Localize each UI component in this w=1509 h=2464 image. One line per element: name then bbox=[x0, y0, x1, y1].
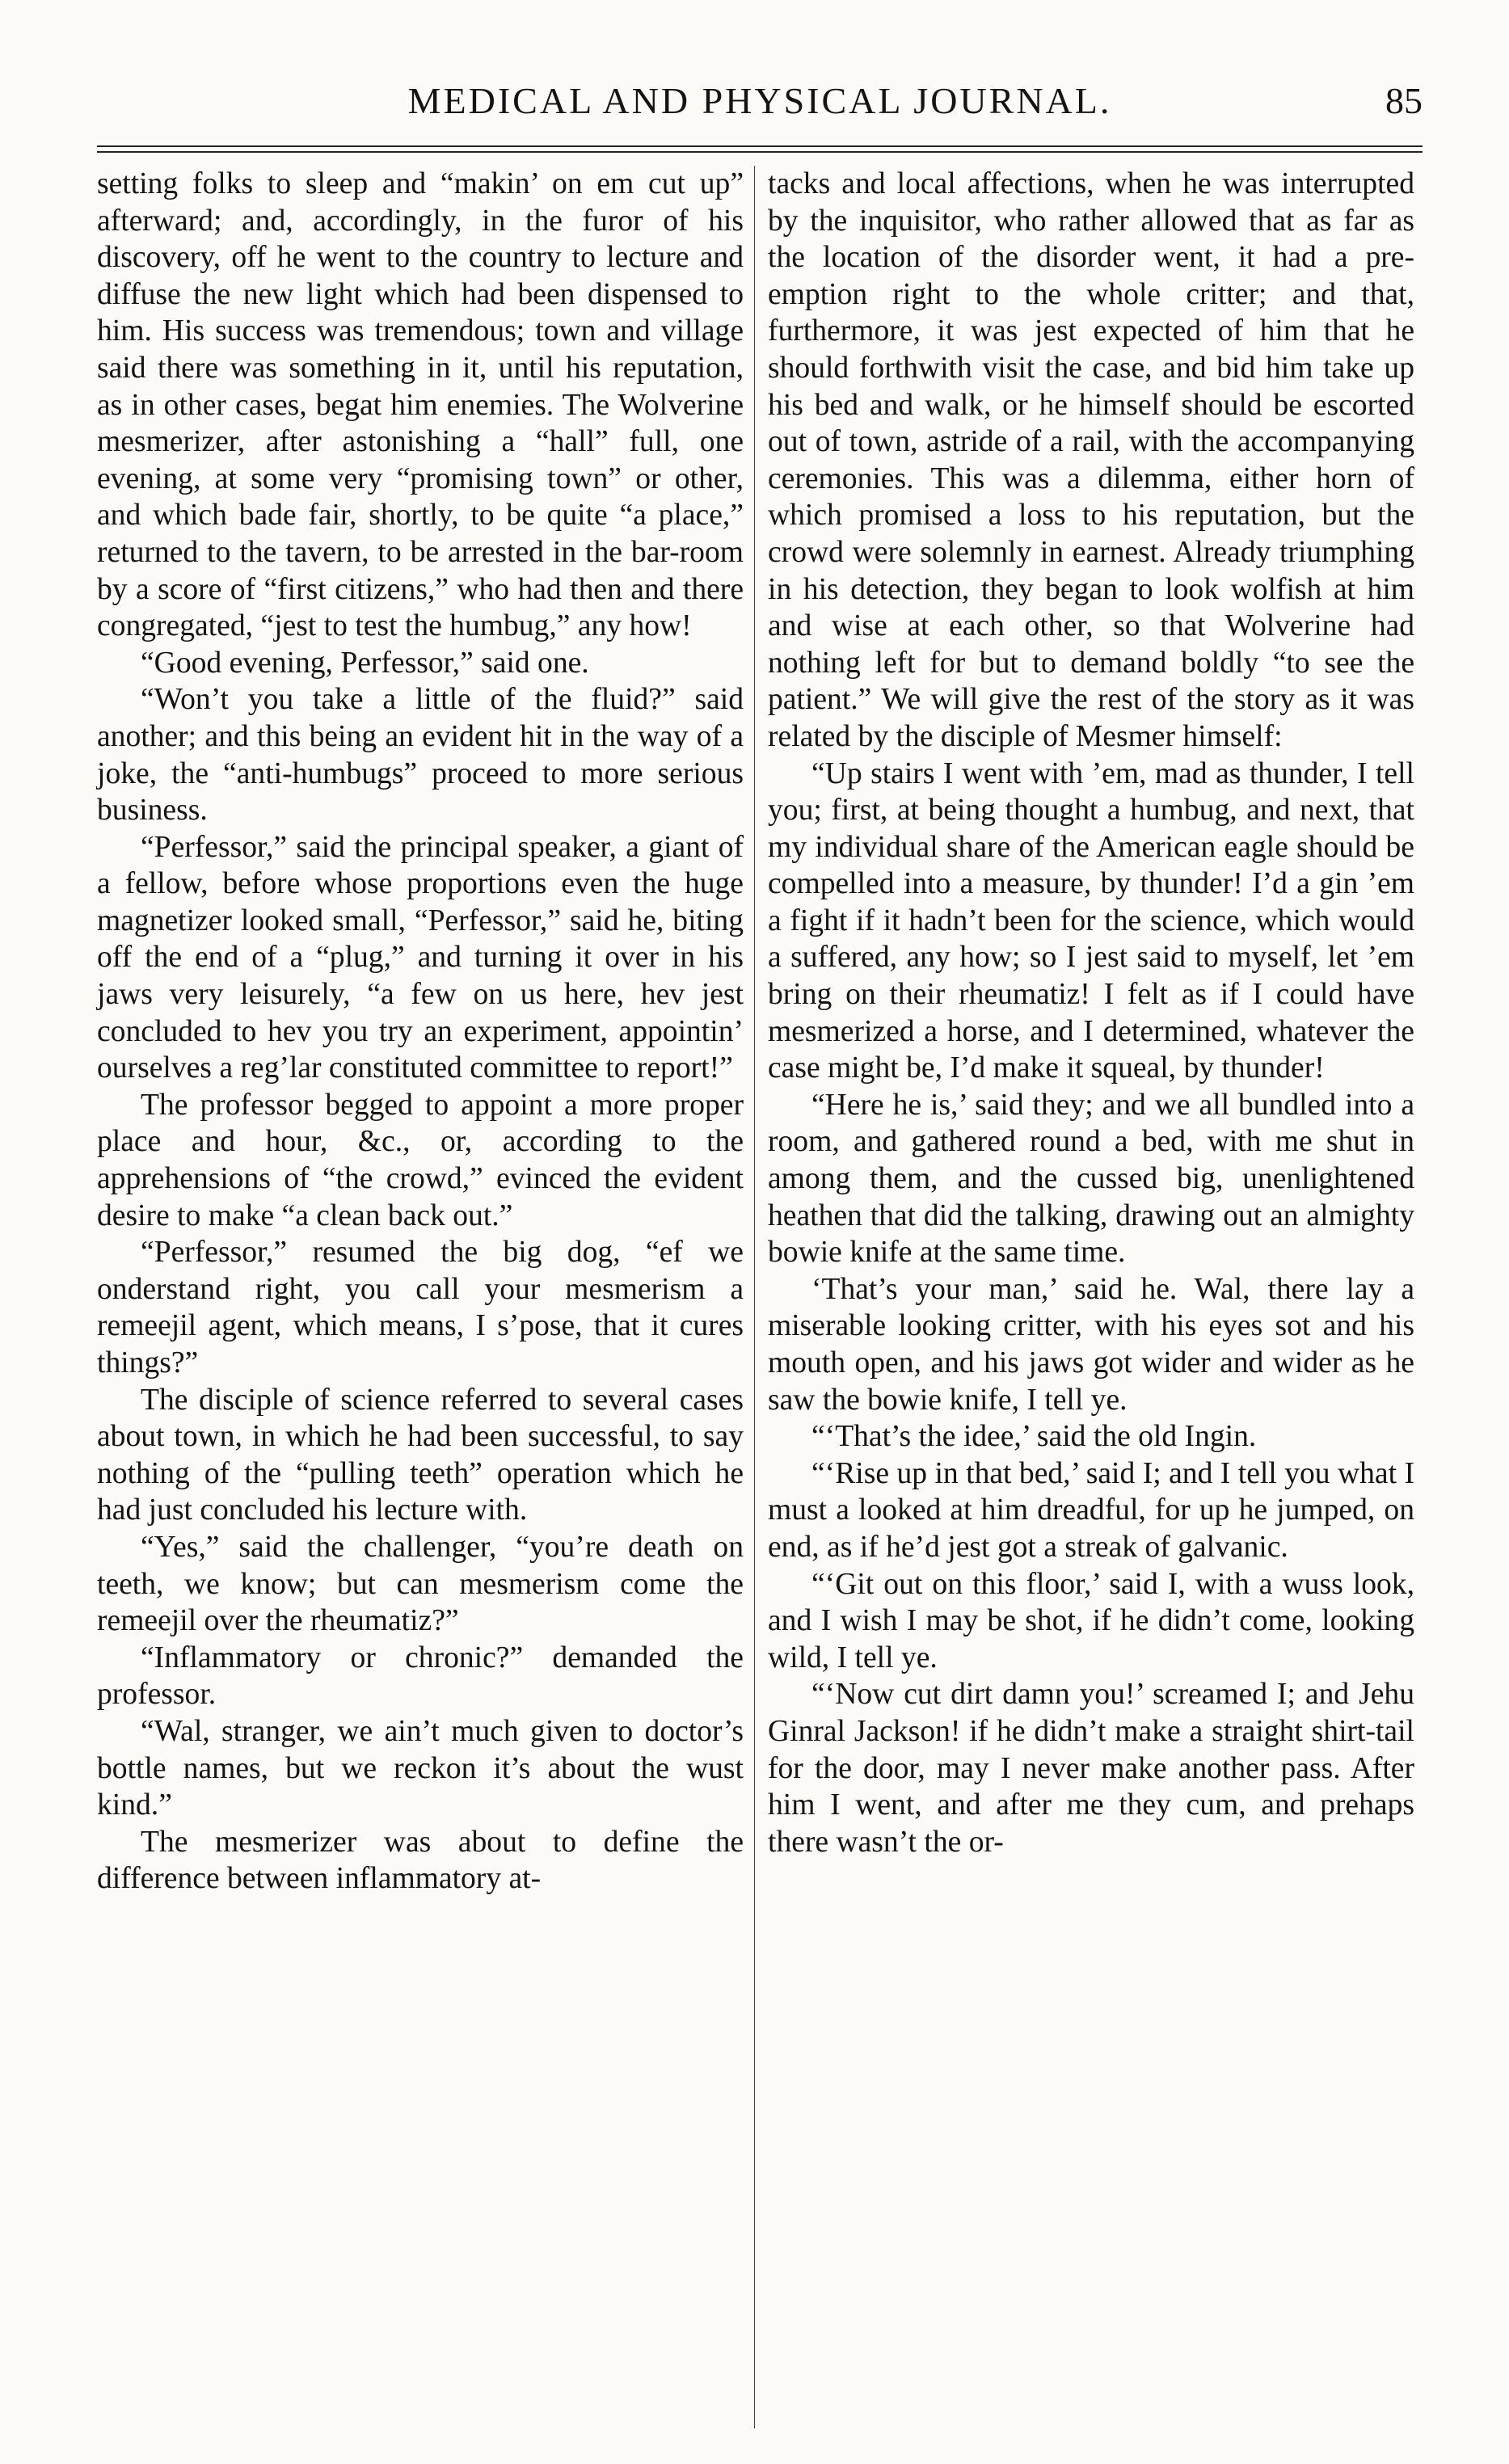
paragraph: “‘Git out on this floor,’ said I, with a wuss look, and I wish I may be shot, if he didn’t come, looking wild, I tell ye. bbox=[768, 1567, 1414, 1674]
column-divider bbox=[754, 166, 755, 2428]
paragraph: “Perfessor,” resumed the big dog, “ef we onderstand right, you call your mesmerism a remeejil agent, which means, I s’pose, that it cures things?” bbox=[97, 1236, 744, 1379]
paragraph: “‘That’s the idee,’ said the old Ingin. bbox=[811, 1420, 1257, 1454]
paragraph: setting folks to sleep and “makin’ on em cut up” afterward; and, accordingly, in the furor of his discovery, off he went to the country to lecture and diffuse the new light which had been dispensed to him. His success was tremendous; town and village said there was something in it, until his reputation, as in other cases, begat him enemies. The Wolverine mesmerizer, after astonishing a “hall” full, one evening, at some very “promising town” or other, and which bade fair, shortly, to be quite “a place,” returned to the tavern, to be arrested in the bar-room by a score of “first citizens,” who had then and there congregated, “jest to test the humbug,” any how! bbox=[97, 167, 744, 643]
paragraph: “Here he is,’ said they; and we all bundled into a room, and gathered round a bed, with me shut in among them, and the cussed big, unenlightened heathen that did the talking, drawing out an almighty bowie knife at the same time. bbox=[768, 1088, 1414, 1270]
page-number: 85 bbox=[1385, 80, 1423, 121]
paragraph: “Yes,” said the challenger, “you’re death on teeth, we know; but can mesmerism come the remeejil over the rheumatiz?” bbox=[97, 1530, 744, 1638]
paragraph: tacks and local affections, when he was interrupted by the inquisitor, who rather allowed that as far as the location of the disorder went, it had a pre-emption right to the whole critter; and that, furthermore, it was jest expected of him that he should forthwith visit the case, and bid him take up his bed and walk, or he himself should be escorted out of town, astride of a rail, with the accompanying ceremonies. This was a dilemma, either horn of which promised a loss to his reputation, but the crowd were solemnly in earnest. Already triumphing in his detection, they began to look wolfish at him and wise at each other, so that Wolverine had nothing left for but to demand boldly “to see the patient.” We will give the rest of the story as it was related by the disciple of Mesmer himself: bbox=[768, 167, 1414, 753]
paragraph: The disciple of science referred to several cases about town, in which he had been successful, to say nothing of the “pulling teeth” operation which he had just concluded his lecture with. bbox=[97, 1383, 744, 1527]
paragraph: “‘Now cut dirt damn you!’ screamed I; and Jehu Ginral Jackson! if he didn’t make a straight shirt-tail for the door, may I never make another pass. After him I went, and after me they cum, and prehaps there wasn’t the or- bbox=[768, 1678, 1414, 1859]
paragraph: “Up stairs I went with ’em, mad as thunder, I tell you; first, at being thought a humbug, and next, that my individual share of the American eagle should be compelled into a measure, by thunder! I’d a gin ’em a fight if it hadn’t been for the science, which would a suffered, any how; so I jest said to myself, let ’em bring on their rheumatiz! I felt as if I could have mesmerized a horse, and I determined, whatever the case might be, I’d make it squeal, by thunder! bbox=[768, 756, 1414, 1085]
paragraph: “Good evening, Perfessor,” said one. bbox=[141, 646, 589, 680]
paragraph: ‘That’s your man,’ said he. Wal, there lay a miserable looking critter, with his eyes sot and his mouth open, and his jaws got wider and wider as he saw the bowie knife, I tell ye. bbox=[768, 1272, 1414, 1417]
journal-title: MEDICAL AND PHYSICAL JOURNAL. bbox=[407, 80, 1112, 121]
running-header bbox=[97, 77, 1423, 133]
paragraph: “‘Rise up in that bed,’ said I; and I tell you what I must a looked at him dreadful, for up he jumped, on end, as if he’d jest got a streak of galvanic. bbox=[768, 1456, 1414, 1564]
right-column bbox=[768, 166, 1414, 1860]
paragraph: “Won’t you take a little of the fluid?” said another; and this being an evident hit in the way of a joke, the “anti-humbugs” proceed to more serious business. bbox=[97, 683, 744, 828]
paragraph: “Inflammatory or chronic?” demanded the professor. bbox=[97, 1641, 744, 1712]
paragraph: The mesmerizer was about to define the difference between inflammatory at- bbox=[97, 1825, 744, 1896]
paragraph: “Perfessor,” said the principal speaker, a giant of a fellow, before whose proportions even the huge magnetizer looked small, “Perfessor,” said he, biting off the end of a “plug,” and turning it over in his jaws very leisurely, “a few on us here, hev jest concluded to hev you try an experiment, appointin’ ourselves a reg’lar constituted committee to report!” bbox=[97, 830, 744, 1085]
paragraph: “Wal, stranger, we ain’t much given to doctor’s bottle names, but we reckon it’s about the wust kind.” bbox=[97, 1714, 744, 1822]
paragraph: The professor begged to appoint a more proper place and hour, &c., or, according to the apprehensions of “the crowd,” evinced the evident desire to make “a clean back out.” bbox=[97, 1088, 744, 1232]
header-rule bbox=[97, 145, 1423, 153]
left-column bbox=[97, 166, 744, 1897]
